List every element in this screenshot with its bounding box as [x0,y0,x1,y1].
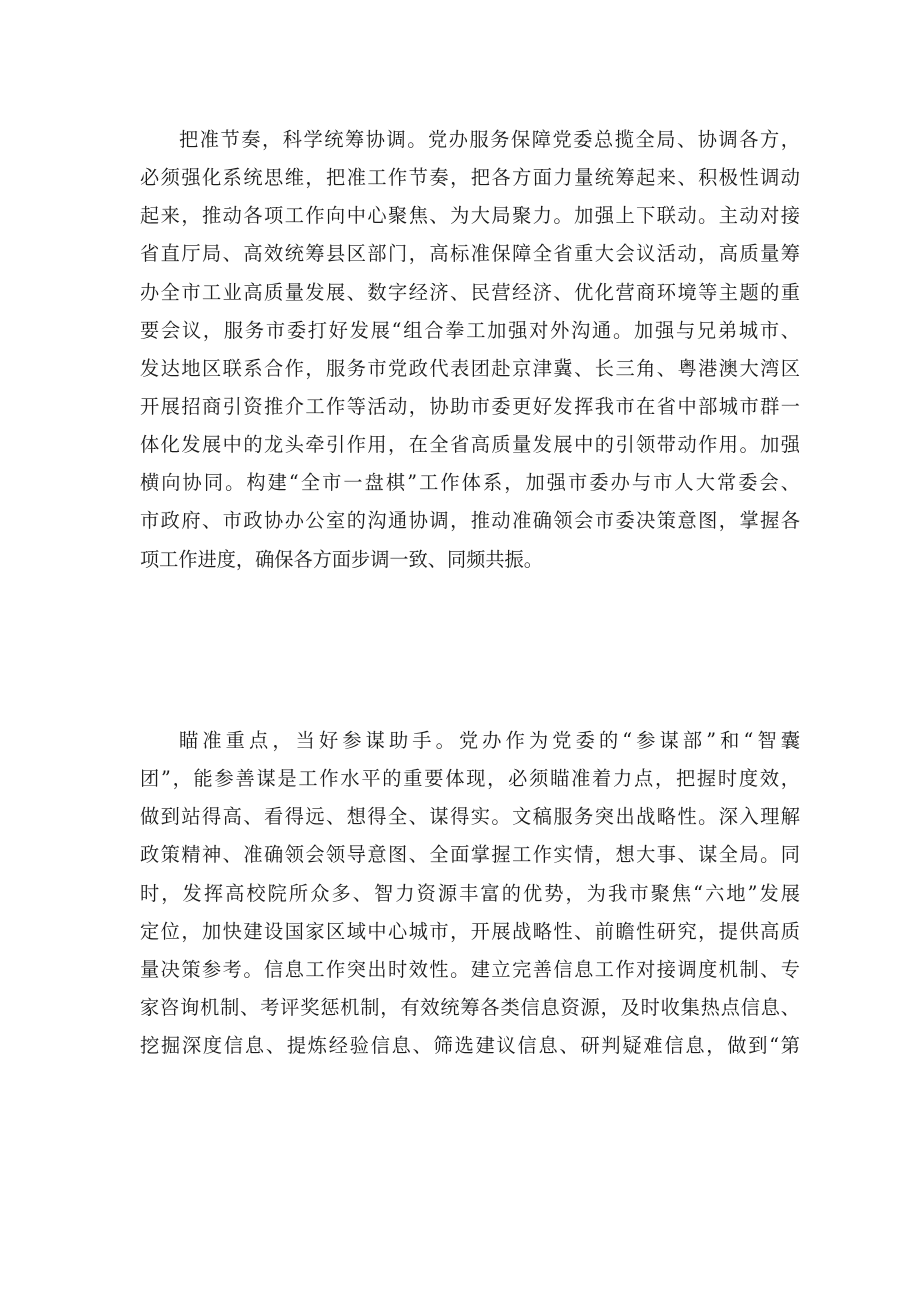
paragraph-line: 量决策参考。信息工作突出时效性。建立完善信息工作对接调度机制、专 [140,957,800,981]
paragraph-line: 政策精神、准确领会领导意图、全面掌握工作实情，想大事、谋全局。同 [140,843,800,867]
paragraph-line: 起来，推动各项工作向中心聚焦、为大局聚力。加强上下联动。主动对接 [140,204,800,228]
paragraph-line: 办全市工业高质量发展、数字经济、民营经济、优化营商环境等主题的重 [140,280,800,304]
paragraph-line: 家咨询机制、考评奖惩机制，有效统筹各类信息资源，及时收集热点信息、 [140,995,800,1019]
paragraph-line: 开展招商引资推介工作等活动，协助市委更好发挥我市在省中部城市群一 [140,394,800,418]
paragraph-line: 体化发展中的龙头牵引作用，在全省高质量发展中的引领带动作用。加强 [140,433,800,457]
paragraph-line: 瞄准重点，当好参谋助手。党办作为党委的“参谋部”和“智囊 [179,729,800,752]
paragraph-line: 挖掘深度信息、提炼经验信息、筛选建议信息、研判疑难信息，做到“第 [140,1034,800,1058]
paragraph-line: 把准节奏，科学统筹协调。党办服务保障党委总揽全局、协调各方， [179,128,800,151]
paragraph-line: 定位，加快建设国家区域中心城市，开展战略性、前瞻性研究，提供高质 [140,919,800,943]
paragraph-line: 横向协同。构建“全市一盘棋”工作体系，加强市委办与市人大常委会、 [140,471,800,495]
paragraph-focus-advisory [140,722,800,1065]
paragraph-line: 市政府、市政协办公室的沟通协调，推动准确领会市委决策意图，掌握各 [140,509,800,533]
paragraph-line: 省直厅局、高效统筹县区部门，高标准保障全省重大会议活动，高质量筹 [140,242,800,266]
paragraph-line: 项工作进度，确保各方面步调一致、同频共振。 [140,547,543,571]
paragraph-line: 时，发挥高校院所众多、智力资源丰富的优势，为我市聚焦“六地”发展 [140,881,800,905]
paragraph-line: 必须强化系统思维，把准工作节奏，把各方面力量统筹起来、积极性调动 [140,166,800,190]
paragraph-line: 发达地区联系合作，服务市党政代表团赴京津冀、长三角、粤港澳大湾区 [140,356,800,380]
paragraph-line: 团”，能参善谋是工作水平的重要体现，必须瞄准着力点，把握时度效， [140,767,800,791]
paragraph-line: 做到站得高、看得远、想得全、谋得实。文稿服务突出战略性。深入理解 [140,805,800,829]
paragraph-rhythm-coordination [140,121,800,579]
paragraph-line: 要会议，服务市委打好发展“组合拳工加强对外沟通。加强与兄弟城市、 [140,318,800,342]
